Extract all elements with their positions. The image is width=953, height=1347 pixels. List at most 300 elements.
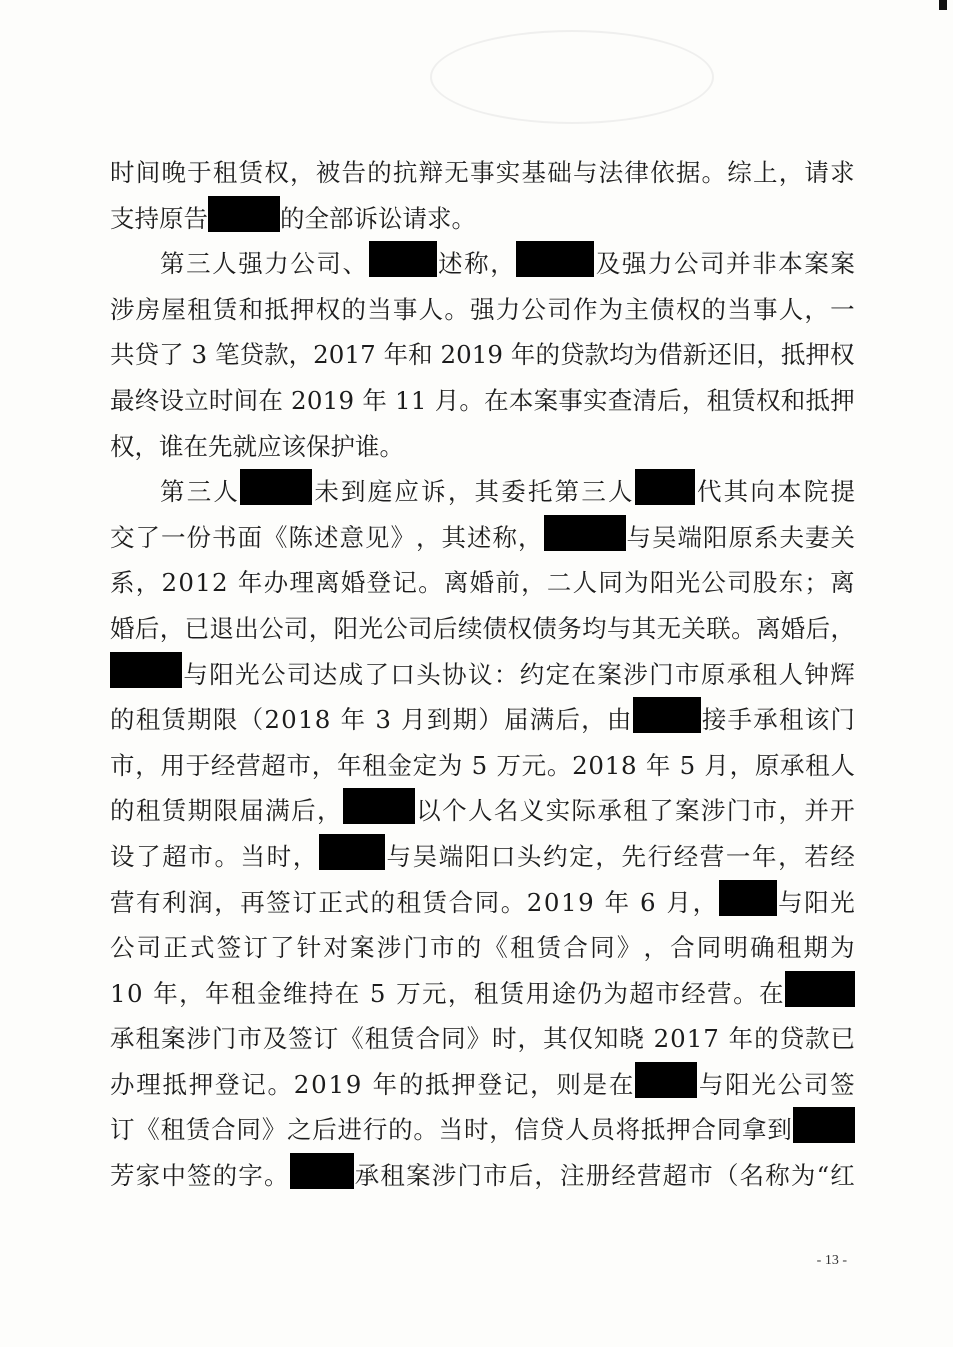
text-char: 案 [533,385,559,415]
text-char: 的 [212,1161,238,1191]
text-char: 和 [238,294,264,324]
text-char: 涉 [186,1024,211,1054]
text-char: 了 [136,841,161,871]
text-char: 润 [188,887,213,917]
text-char [283,378,291,424]
text-char: ， [581,705,606,735]
text-char [376,332,384,378]
text-char: 议 [468,659,493,689]
text-char: 清 [632,385,657,415]
text-char: 公 [261,659,286,689]
text-char: 9 [338,385,355,415]
text-char: ， [135,568,161,598]
text-char: 最 [110,385,135,415]
redaction-bar [544,515,626,551]
text-char: 》 [261,1115,287,1145]
text-char: 承 [780,750,805,780]
text-char: 案 [830,249,855,279]
text-char: ， [692,887,718,917]
text-char: ， [521,568,546,598]
text-line [110,1016,855,1062]
text-line [110,560,855,606]
text-char: 人 [213,477,238,507]
text-char: 。 [444,294,469,324]
text-char: 成 [338,659,364,689]
text-char: 主 [624,294,649,324]
text-char: 租 [135,1024,160,1054]
text-char: 及 [595,249,621,279]
text-char: 护 [330,431,355,461]
text-char: 定 [412,750,438,780]
text-char: 吴 [412,841,438,871]
text-char: 设 [159,385,184,415]
text-char: 达 [312,659,338,689]
text-char: 承 [726,659,752,689]
text-char: 租 [776,933,802,963]
text-char: 签 [186,1161,212,1191]
text-char: 抵 [780,340,806,370]
text-char: 均 [609,340,634,370]
text-line [110,652,855,698]
text-char: 为 [437,750,463,780]
text-char: 后 [657,385,682,415]
text-char: 先 [621,841,646,871]
text-char: 营 [636,1161,662,1191]
text-char [207,332,215,378]
text-char: 手 [727,705,753,735]
text-char: 光 [358,613,383,643]
text-char: 系 [754,522,779,552]
text-char: 未 [314,477,339,507]
text-char: 涉 [431,1161,457,1191]
text-char [595,880,603,926]
text-char: 后 [555,705,580,735]
text-char: 权 [756,385,781,415]
text-char: 股 [752,568,778,598]
text-char: 。 [214,841,239,871]
text-char: 有 [136,887,161,917]
text-char: 市 [752,796,778,826]
text-char: 月 [704,750,729,780]
text-char: 市 [688,1161,713,1191]
text-char: 谁 [159,431,184,461]
text-char: 人 [778,294,804,324]
text-char: 司 [286,659,312,689]
text-char: 租 [231,978,256,1008]
text-char: 支 [110,203,135,233]
text-char: 市 [430,933,455,963]
text-char: 就 [232,431,257,461]
text-char: 满 [529,705,555,735]
text-char: 超 [162,841,187,871]
text-char: 贷 [539,1115,565,1145]
text-char: 端 [438,841,464,871]
text-char: 人 [468,796,493,826]
text-char: 约 [543,841,568,871]
text-char: 门 [649,659,674,689]
text-char: 称 [765,1161,790,1191]
text-char: 与 [606,613,632,643]
text-char: 阳 [725,1069,750,1099]
text-char: 是 [582,1069,608,1099]
redaction-bar [516,241,594,277]
text-char: 婚 [110,613,135,643]
text-char: 合 [415,1024,441,1054]
text-line [110,424,855,470]
text-char: 旧 [731,340,757,370]
text-char: 签 [288,1024,313,1054]
text-char: 抵 [805,385,830,415]
text-char: 赁 [422,887,448,917]
text-line [110,469,855,515]
text-char: 后 [432,613,458,643]
text-char: 租 [380,1161,405,1191]
text-char: 租 [187,294,212,324]
scan-corner-mark [939,0,947,10]
text-char [488,743,496,789]
text-char: 1 [110,978,126,1008]
text-char: 权 [315,294,341,324]
text-char: 抵 [640,1115,666,1145]
text-char: 公 [674,249,699,279]
text-char: 案 [597,659,622,689]
text-char: ， [159,613,185,643]
text-char: 登 [477,1069,503,1099]
text-char: 7 [703,1024,719,1054]
text-char: 关 [681,613,706,643]
text-char: 届 [504,705,529,735]
text-char: 营 [707,978,732,1008]
text-char: 人 [572,568,598,598]
text-char: 0 [178,568,194,598]
redaction-bar [208,196,280,232]
text-char: 第 [160,477,185,507]
text-char: ， [530,1069,555,1099]
text-char: 赁 [238,158,264,187]
text-char: 案 [804,249,829,279]
text-char: 记 [503,1069,529,1099]
text-char: 案 [675,796,700,826]
text-char: 同 [598,568,623,598]
text-char: ， [681,385,707,415]
text-char: 求 [830,158,855,187]
text-char: 押 [290,294,315,324]
text-char: 5 [679,750,696,780]
text-char: 人 [830,750,855,780]
text-char: 为 [603,978,628,1008]
text-char: 人 [778,659,803,689]
text-char: 意 [339,522,364,552]
text-char: 芳 [110,1161,135,1191]
text-char: 权 [507,613,532,643]
text-char: ， [290,158,315,187]
text-char: 当 [367,294,392,324]
text-char: 二 [546,568,572,598]
text-char: 告 [183,203,208,233]
text-char: 确 [750,933,775,963]
text-char: 涉 [700,796,726,826]
text-char: 权 [675,294,701,324]
text-line [110,378,855,424]
text-char: 已 [830,1024,855,1054]
text-char: 年 [153,978,178,1008]
text-char: 定 [569,841,594,871]
text-char [363,1062,371,1108]
text-char: 将 [615,1115,641,1145]
text-char: ， [778,796,803,826]
text-line [110,880,855,926]
text-char: 在 [183,431,208,461]
text-char: 阳 [649,568,675,598]
text-char: 原 [754,750,780,780]
text-line [110,150,855,196]
text-char: 的 [701,294,727,324]
text-char: 《 [263,522,288,552]
text-char: 其 [723,477,749,507]
text-char: 强 [470,294,495,324]
text-char: 。 [379,431,404,461]
text-char: 2 [212,568,228,598]
text-char: 司 [283,613,309,643]
text-char: 9 [345,1069,362,1099]
text-char: 0 [456,340,472,370]
text-char: 仅 [568,1024,593,1054]
text-char: 0 [127,978,143,1008]
text-char: 再 [240,887,265,917]
text-char: 全 [304,203,329,233]
text-char: ， [214,887,239,917]
text-char: 》 [616,933,642,963]
text-char: 司 [547,294,572,324]
text-char: 营 [699,841,725,871]
text-char: 该 [281,431,306,461]
text-char: 合 [691,1115,716,1145]
text-char: 本 [508,385,534,415]
text-char: 并 [804,796,829,826]
text-char: 陈 [288,522,313,552]
text-char: 公 [259,613,284,643]
text-char: 事 [470,158,495,187]
text-char: 依 [650,158,675,187]
text-char: 0 [328,340,345,370]
text-char: 1 [410,385,427,415]
text-char: 权 [110,431,135,461]
text-char: 妻 [805,522,830,552]
text-char: 。 [263,1161,289,1191]
text-char: 婚 [469,568,495,598]
text-char: ， [311,750,337,780]
redaction-bar [319,834,385,870]
text-char: 的 [110,705,135,735]
text-char: 头 [416,659,441,689]
text-char: 押 [805,340,830,370]
text-char: 其 [542,1024,568,1054]
text-char: 阳 [464,841,490,871]
text-char: 请 [402,203,427,233]
text-char: ， [447,978,473,1008]
text-char [433,332,441,378]
text-char: 其 [631,613,657,643]
text-char: 后 [291,796,316,826]
text-char: 。 [733,978,758,1008]
text-char: 述 [314,522,339,552]
text-char: 承 [354,1161,380,1191]
redaction-bar [785,971,855,1007]
text-char: 第 [554,477,580,507]
text-char: 设 [110,841,135,871]
text-char: 款 [584,340,610,370]
text-char: 登 [366,568,392,598]
text-char: 承 [110,1024,135,1054]
text-char: 1 [344,340,361,370]
text-char: 并 [726,249,751,279]
text-char: 市 [286,750,312,780]
text-char: 登 [215,1069,240,1099]
text-char: 接 [701,705,727,735]
text-char: 赁 [161,796,187,826]
text-char: 司 [700,249,725,279]
text-char: 由 [606,705,632,735]
text-char: 注 [560,1161,585,1191]
text-char: 公 [701,568,726,598]
text-char: 当 [240,841,266,871]
text-char [503,332,511,378]
text-char: 三 [186,249,211,279]
text-char: 押 [451,1069,476,1099]
text-char: 年 [372,1069,398,1099]
text-char: 钟 [804,659,829,689]
text-char: 在 [484,385,509,415]
text-char: 合 [448,887,474,917]
text-char: 市 [237,1024,262,1054]
text-char: 款 [805,1024,830,1054]
text-char: 非 [752,249,777,279]
text-char [392,697,400,743]
text-char: 年 [383,340,409,370]
text-char: 人 [608,477,633,507]
text-char: 经 [681,978,706,1008]
text-char: 与 [626,522,651,552]
text-char: 。 [413,1115,438,1145]
text-char: 托 [527,477,553,507]
text-char: ， [729,750,755,780]
text-char [387,378,395,424]
text-char: 辉 [830,659,855,689]
text-char: 。 [546,750,572,780]
text-char: ， [830,613,855,643]
text-char: 红 [830,1161,855,1191]
text-char: 正 [318,887,343,917]
text-char: 与 [183,659,208,689]
text-char [354,378,362,424]
text-char: 实 [545,796,571,826]
text-char: 《 [135,1115,160,1145]
text-char: 合 [211,1115,236,1145]
text-char: 1 [604,750,621,780]
text-char: 年 [237,568,263,598]
text-char: 订 [243,933,268,963]
text-char: ， [135,750,160,780]
text-char [645,1016,653,1062]
text-char: 的 [754,1024,779,1054]
text-char: 晓 [619,1024,644,1054]
text-char: 述 [467,522,492,552]
text-char: 超 [629,978,654,1008]
text-char: 光 [235,659,260,689]
text-line [110,287,855,333]
text-char: 已 [184,613,210,643]
text-char: 租 [805,750,830,780]
text-char: 代 [696,477,722,507]
text-char: 了 [159,340,184,370]
text-char: 1 [297,705,314,735]
text-char: “ [816,1161,830,1191]
text-char: 前 [495,568,520,598]
text-char: 在 [334,978,360,1008]
text-line [110,834,855,880]
text-char: 门 [211,1024,237,1054]
text-char: 租 [135,796,161,826]
text-char: 了 [270,933,295,963]
text-char: 书 [212,522,237,552]
text-char: 应 [257,431,282,461]
text-char: 阳 [333,613,359,643]
text-char: 赁 [731,385,756,415]
text-char [229,560,237,606]
text-char: 原 [728,522,753,552]
text-char: 到 [767,1115,792,1145]
text-char: 向 [750,477,775,507]
text-char: 的 [367,158,392,187]
text-char: 实 [495,158,521,187]
text-char: 原 [700,659,726,689]
text-char: 一 [830,294,855,324]
text-char: 强 [621,249,647,279]
text-char: 月 [401,705,426,735]
text-char: 租 [623,796,648,826]
text-char: 本 [778,249,803,279]
text-char: 在 [608,1069,634,1099]
text-char: 在 [571,659,596,689]
text-char: 权 [264,158,289,187]
text-char: 抵 [425,1069,450,1099]
text-char: 2 [526,887,543,917]
text-char: （ [238,705,264,735]
text-char: 婚 [780,613,806,643]
text-char: 字 [238,1161,263,1191]
text-char: 间 [233,385,259,415]
text-char: 础 [547,158,572,187]
text-char: 立 [184,385,209,415]
text-char: 年 [645,750,671,780]
text-char: 开 [830,796,855,826]
text-char: 综 [727,158,752,187]
text-char: 和 [780,385,806,415]
text-char: 司 [727,568,752,598]
text-char: 庭 [367,477,393,507]
text-char: 事 [752,294,778,324]
text-char: 离 [443,568,469,598]
text-char: 面 [237,522,262,552]
text-char: 时 [492,1024,517,1054]
text-char: 义 [519,796,545,826]
redaction-bar [793,1107,855,1143]
text-char: 市 [675,659,700,689]
text-char [720,1016,728,1062]
text-char: 办 [110,1069,135,1099]
text-char: 光 [751,1069,776,1099]
text-char: 还 [707,340,732,370]
